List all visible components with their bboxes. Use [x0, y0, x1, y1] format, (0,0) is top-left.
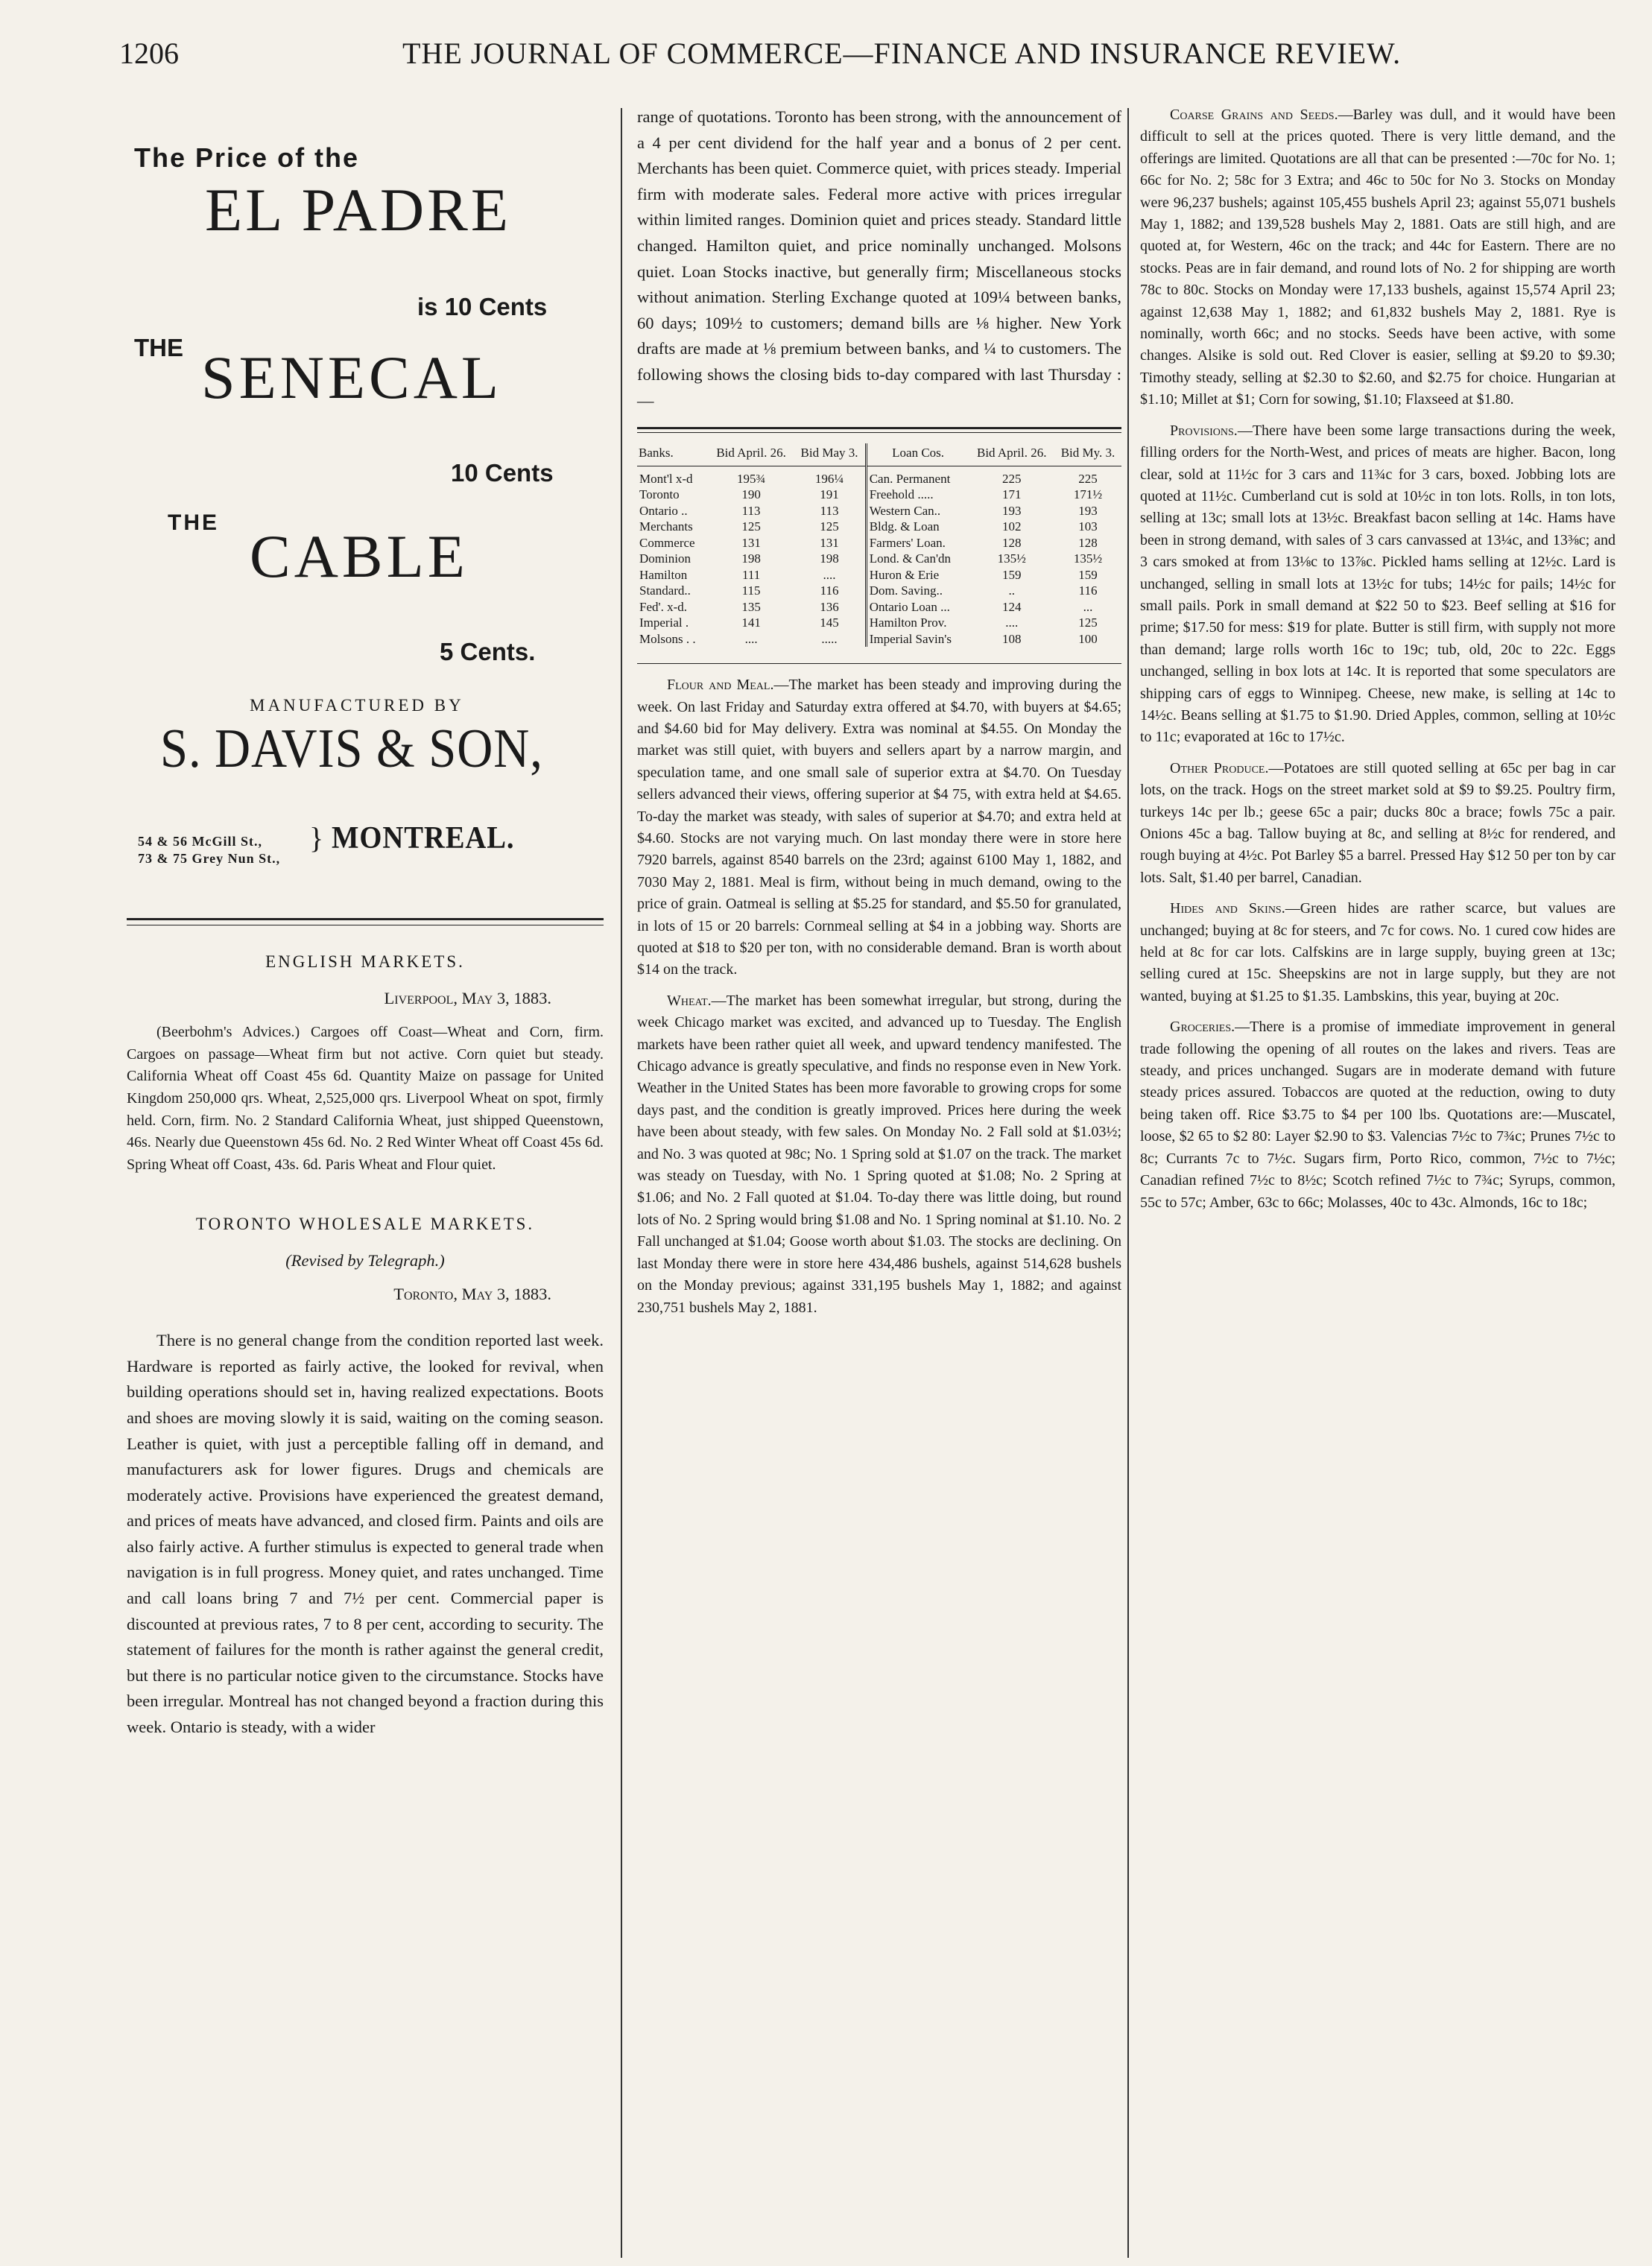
coarse-grains-lead: Coarse Grains and Seeds. — [1170, 107, 1338, 123]
col-banks: Banks. — [637, 443, 709, 466]
table-row — [637, 519, 1121, 535]
flour-meal-lead: Flour and Meal. — [667, 677, 774, 694]
table-row — [637, 487, 1121, 503]
ad-brand-el-padre: EL PADRE — [205, 176, 511, 244]
flour-meal-body: —The market has been steady and improving during the week. On last Friday and Saturday extra offered at $4.70, with buyers at $4.65; and $4.60 bid for May delivery. Extra was nominal at $4.55. On Monday the market was still quiet, with buyers and sellers apart by a narrow margin, and speculation tame, and one small sale of superior extra at $4.70. On Tuesday sellers advanced their views, offering superior at $4 75, with extra held at $4.65. To-day the market was steady, with sales of superior at $4.70; and extra held at $4.60. Stocks are not varying much. On last monday there were in store here 7920 barrels, against 8540 barrels on the 23rd; against 6100 May 1, 1882, and 7030 May 2, 1881. Meal is firm, without being in much demand, owing to the price of grain. Oatmeal is selling at $5.25 for standard, and $5.50 for granulated, in lots of 15 or 20 barrels: Cornmeal selling at $4 in a jobbing way. Shorts are quoted at $18 to $20 per ton, with no considerable demand. Bran is worth about $14 on the track. — [637, 677, 1121, 978]
english-markets-dateline: Liverpool, May 3, 1883. — [384, 988, 551, 1007]
loan-co-name: Hamilton Prov. — [869, 615, 947, 630]
table-row — [637, 631, 1121, 648]
ad-brace: } — [309, 821, 324, 855]
bank-bid-april: 111 — [741, 567, 761, 582]
column-1 — [127, 104, 604, 1741]
bank-bid-april: 195¾ — [736, 471, 766, 486]
bank-bid-may: .... — [794, 567, 866, 583]
ad-address-1: 54 & 56 McGill St., — [138, 834, 262, 849]
english-markets-body: (Beerbohm's Advices.) Cargoes off Coast—Wheat and Corn, firm. Cargoes on passage—Wheat firm but not active. Corn quiet but steady. California Wheat off Coast 45s 6d. Quantity Maize on passage for United Kingdom 250,000 qrs. Wheat, 2,525,000 qrs. Liverpool Wheat on spot, firmly held. Corn, firm. No. 2 Standard California Wheat, just shipped Queenstown, 46s. Nearly due Queenstown 45s 6d. No. 2 Red Winter Wheat off Coast 45s 6d. Spring Wheat off Coast, 43s. 6d. Paris Wheat and Flour quiet. — [127, 1024, 604, 1173]
table-row — [637, 599, 1121, 615]
bank-name: Mont'l x-d — [639, 471, 693, 486]
wheat-lead: Wheat. — [667, 992, 712, 1009]
other-produce-section — [1140, 758, 1615, 889]
loan-bid-may: 225 — [1078, 471, 1098, 486]
ad-the-senecal: THE — [134, 334, 183, 361]
bank-name: Dominion — [639, 551, 691, 566]
advertisement — [127, 104, 604, 909]
loan-bid-may: 193 — [1078, 503, 1098, 518]
column-rule-left — [621, 108, 622, 2258]
flour-meal-section — [637, 674, 1121, 981]
bank-bid-april: 135 — [741, 599, 761, 614]
loan-co-name: Ontario Loan ... — [869, 599, 950, 614]
coarse-grains-section — [1140, 104, 1615, 411]
col-bid-may-loans: Bid My. 3. — [1054, 443, 1121, 466]
loan-bid-april: 193 — [1002, 503, 1022, 518]
loan-bid-april: 225 — [1002, 471, 1022, 486]
bank-bid-may: 116 — [794, 583, 866, 599]
bank-bid-may: 145 — [794, 615, 866, 631]
groceries-lead: Groceries. — [1170, 1019, 1235, 1036]
ad-the-cable: THE — [168, 510, 219, 535]
loan-bid-may: 103 — [1078, 519, 1098, 534]
loan-bid-may: ... — [1083, 599, 1093, 614]
other-produce-body: —Potatoes are still quoted selling at 65c per bag in car lots, on the track. Hogs on the street market sold at $9 to $9.25. Poultry firm, turkeys 14c per lb.; geese 65c a pair; ducks 80c a brace; fowls 75c a pair. Onions 45c a bag. Tallow buying at 8c, and selling at 8½c for rendered, and rough buying at 4½c. Pot Barley $5 a barrel. Pressed Hay $12 50 per ton by car lots. Salt, $1.40 per barrel, Canadian. — [1140, 759, 1615, 886]
col-bid-may-banks: Bid May 3. — [794, 443, 866, 466]
ad-price-senecal: 10 Cents — [451, 459, 554, 487]
bank-bid-april: 198 — [741, 551, 761, 566]
table-row — [637, 615, 1121, 631]
coarse-grains-body: —Barley was dull, and it would have been difficult to sell at the prices quoted. There is very little demand, and the offerings are limited. Quotations are all that can be presented :—70c for No. 1; 66c for No. 2; 58c for 3 Extra; and 46c to 50c for No 3. Stocks on Monday were 96,237 bushels; against 105,455 bushels April 23; against 55,071 bushels May 1, 1882; and 139,528 bushels May 2, 1881. Oats are still high, and are quoted at, for Western, 46c on the track; and 44c for Eastern. There are no stocks. Peas are in fair demand, and round lots of No. 2 for shipping are worth 78c to 80c. Stocks on Monday were 17,133 bushels, against 15,574 April 23; against 12,638 May 1, 1882; and 61,832 bushels May 2, 1881. Rye is nominally, worth 66c; and no stocks. Seeds have been active, with some changes. Alsike is sold out. Red Clover is easier, selling at $9.20 to $9.30; Timothy steady, selling at $2.30 to $2.60, and $2.75 for choice. Hungarian at $1.10; Millet at $1; Corn for sowing, $1.10; Flaxseed at $1.80. — [1140, 107, 1615, 408]
groceries-section — [1140, 1016, 1615, 1214]
col-bid-april-banks: Bid April. 26. — [709, 443, 794, 466]
table-row — [637, 535, 1121, 551]
bank-bid-may: 125 — [794, 519, 866, 535]
wheat-section — [637, 990, 1121, 1319]
loan-co-name: Lond. & Can'dn — [869, 551, 952, 566]
toronto-markets-body: There is no general change from the condition reported last week. Hardware is reported as fairly active, the looked for revival, when building operations should set in, having realized expectations. Boots and shoes are moving slowly it is said, waiting on the coming season. Leather is quiet, with just a perceptible falling off in demand, and manufacturers ask for lower figures. Drugs and chemicals are moderately active. Provisions have experienced the greatest demand, and prices of meats have advanced, and closed firm. Paints and oils are also fairly active. A further stimulus is expected to general trade when navigation is in full progress. Money quiet, and rates unchanged. Time and call loans bring 7 and 7½ per cent. Commercial paper is discounted at previous rates, 7 to 8 per cent, according to security. The statement of failures for the month is rather against the general credit, but there is no particular notice given to the circumstance. Stocks have been irregular. Montreal has not changed beyond a fraction during this week. Ontario is steady, with a wider — [127, 1331, 604, 1737]
toronto-markets-dateline: Toronto, May 3, 1883. — [393, 1284, 551, 1303]
loan-bid-may: 100 — [1078, 631, 1098, 646]
loan-bid-may: 116 — [1078, 583, 1098, 598]
loan-co-name: Imperial Savin's — [869, 631, 952, 646]
bank-name: Merchants — [639, 519, 693, 534]
table-row — [637, 583, 1121, 599]
hides-skins-lead: Hides and Skins. — [1170, 900, 1285, 917]
loan-bid-may: 171½ — [1073, 487, 1103, 502]
other-produce-lead: Other Produce. — [1170, 759, 1269, 776]
bank-name: Standard.. — [639, 583, 691, 598]
provisions-lead: Provisions. — [1170, 422, 1238, 439]
table-rule-top-thin — [637, 432, 1121, 433]
table-row — [637, 503, 1121, 519]
ad-address-2: 73 & 75 Grey Nun St., — [138, 851, 281, 866]
bank-bid-april: 190 — [741, 487, 761, 502]
toronto-markets-heading: TORONTO WHOLESALE MARKETS. — [195, 1215, 535, 1234]
bank-name: Fed'. x-d. — [639, 599, 687, 614]
bank-bid-may: 113 — [794, 503, 866, 519]
loan-co-name: Dom. Saving.. — [869, 583, 943, 598]
page-number: 1206 — [119, 37, 179, 70]
ad-maker: S. DAVIS & SON, — [160, 718, 543, 779]
bank-bid-may: ..... — [794, 631, 866, 648]
loan-bid-april: 102 — [1002, 519, 1022, 534]
loan-co-name: Western Can.. — [869, 503, 941, 518]
ad-manufactured-by: MANUFACTURED BY — [250, 696, 464, 715]
provisions-section — [1140, 420, 1615, 749]
toronto-markets-subheading: (Revised by Telegraph.) — [285, 1250, 445, 1270]
loan-bid-may: 135½ — [1073, 551, 1103, 566]
hides-skins-body: —Green hides are rather scarce, but values are unchanged; buying at 8c for steers, and 7c for cows. No. 1 cured cow hides are held at 8c for car lots. Calfskins are in large supply, buying green at 13c; selling cured at 15c. Sheepskins are not in large supply, but they are not wanted, buying at $1.25 to $1.35. Lambskins, this year, buying at 20c. — [1140, 900, 1615, 1004]
loan-co-name: Huron & Erie — [869, 567, 940, 582]
wheat-body: —The market has been somewhat irregular, but strong, during the week Chicago market was excited, and advanced up to Tuesday. The English markets have been rather quiet all week, and upward tendency manifested. The Chicago advance is greatly speculative, and finds no response even in New York. Weather in the United States has been more favorable to growing crops for some days past, and the condition is greatly improved. Prices here during the week have been about steady, with few sales. On Monday No. 2 Fall sold at $1.03½; and No. 3 was quoted at 98c; No. 1 Spring sold at $1.07 on the track. The market was steady on Tuesday, with No. 1 Spring quoted at $1.08; No. 2 Spring at $1.06; and No. 2 Fall quoted at $1.04. To-day there was little doing, but round lots of No. 2 Spring would bring $1.08 and No. 1 Spring nominal at $1.10. No. 2 Fall unchanged at $1.04; Goose worth about $1.03. The stocks are declining. On last Monday there were in store here 434,486 bushels, against 514,628 bushels on the Monday previous; against 331,195 bushels May 1, 1882; and against 230,751 bushels May 2, 1881. — [637, 992, 1121, 1316]
table-rule-top — [637, 427, 1121, 429]
loan-bid-april: .. — [1008, 583, 1016, 598]
column-2 — [637, 104, 1121, 1319]
loan-bid-april: .... — [1005, 615, 1019, 630]
bank-bid-april: 113 — [741, 503, 761, 518]
table-header-row — [637, 443, 1121, 466]
page-header — [119, 36, 1580, 80]
bank-bid-may: 191 — [794, 487, 866, 503]
loan-co-name: Can. Permanent — [869, 471, 951, 486]
ad-brand-senecal: SENECAL — [201, 344, 502, 411]
loan-bid-april: 108 — [1002, 631, 1022, 646]
loan-bid-april: 171 — [1002, 487, 1022, 502]
bank-name: Commerce — [639, 535, 695, 550]
bank-bid-april: .... — [744, 631, 758, 646]
bank-bid-may: 136 — [794, 599, 866, 615]
ad-price-cable: 5 Cents. — [440, 638, 536, 665]
bank-bid-may: 131 — [794, 535, 866, 551]
ad-city: MONTREAL. — [332, 821, 515, 855]
column-rule-right — [1127, 108, 1129, 2258]
bank-bid-april: 125 — [741, 519, 761, 534]
loan-bid-may: 159 — [1078, 567, 1098, 582]
col-bid-april-loans: Bid April. 26. — [969, 443, 1055, 466]
loan-bid-april: 128 — [1002, 535, 1022, 550]
table-row — [637, 466, 1121, 487]
loan-bid-april: 124 — [1002, 599, 1022, 614]
table-row — [637, 567, 1121, 583]
bank-bid-april: 115 — [741, 583, 761, 598]
loan-bid-may: 125 — [1078, 615, 1098, 630]
bank-bid-may: 198 — [794, 551, 866, 567]
loan-bid-april: 135½ — [997, 551, 1026, 566]
bank-name: Hamilton — [639, 567, 688, 582]
journal-title: THE JOURNAL OF COMMERCE—FINANCE AND INSURANCE REVIEW. — [402, 37, 1402, 70]
table-rule-bottom — [637, 663, 1121, 664]
table-row — [637, 551, 1121, 567]
bank-name: Toronto — [639, 487, 680, 502]
english-markets-heading: ENGLISH MARKETS. — [265, 952, 465, 971]
bank-bid-april: 131 — [741, 535, 761, 550]
loan-co-name: Farmers' Loan. — [869, 535, 946, 550]
loan-bid-may: 128 — [1078, 535, 1098, 550]
closing-bids-table — [637, 443, 1121, 647]
bank-bid-april: 141 — [741, 615, 761, 630]
ad-brand-cable: CABLE — [250, 522, 469, 590]
toronto-markets-continued: range of quotations. Toronto has been strong, with the announcement of a 4 per cent dividend for the half year and a bonus of 2 per cent. Merchants has been quiet. Commerce quiet, with prices steady. Imperial firm with moderate sales. Federal more active with prices irregular within limited ranges. Dominion quiet and prices steady. Standard little changed. Hamilton quiet, and price nominally unchanged. Molsons quiet. Loan Stocks inactive, but generally firm; Miscellaneous stocks without animation. Sterling Exchange quoted at 109¼ between banks, 60 days; 109½ to customers; demand bills are ⅛ higher. New York drafts are made at ⅛ premium between banks, and ¼ to customers. The following shows the closing bids to-day compared with last Thursday :— — [637, 107, 1121, 410]
bank-name: Imperial . — [639, 615, 689, 630]
bank-name: Ontario .. — [639, 503, 688, 518]
bank-bid-may: 196¼ — [794, 466, 866, 487]
loan-co-name: Bldg. & Loan — [869, 519, 940, 534]
bank-name: Molsons . . — [639, 631, 696, 646]
loan-bid-april: 159 — [1002, 567, 1022, 582]
column-3 — [1140, 104, 1615, 1214]
groceries-body: —There is a promise of immediate improvement in general trade following the opening of all routes on the lakes and rivers. Teas are steady, and prices unchanged. Sugars are in moderate demand with future steady prices assured. Tobaccos are quoted at the reduction, owing to duty being taken off. Rice $3.75 to $4 per 100 lbs. Quotations are:—Muscatel, loose, $2 65 to $2 80: Layer $2.90 to $3. Valencias 7½c to 7¾c; Prunes 7½c to 8c; Currants 7c to 7½c. Sugars firm, Porto Rico, common, 7½c to 7½c; Canadian refined 7½c to 8½c; Scotch refined 7½c to 7¾c; Syrups, common, 55c to 57c; Amber, 63c to 66c; Molasses, 40c to 43c. Almonds, 16c to 18c; — [1140, 1019, 1615, 1211]
hides-skins-section — [1140, 898, 1615, 1007]
ad-intro: The Price of the — [134, 142, 360, 173]
ad-price-el-padre: is 10 Cents — [417, 293, 548, 320]
provisions-body: —There have been some large transactions during the week, filling orders for the North-West, and prices of meats are higher. Bacon, long clear, sold at 11½c for 3 cars and 11¾c for 3 cars, boxed. Jobbing lots are quoted at 11½c. Cumberland cut is sold at 10½c in ton lots. Rolls, in ton lots, selling at 13c; small lots at 13½c. Breakfast bacon selling at 14c. Hams have been in strong demand, with sales of 3 cars canvassed at 13¼c, and 13⅜c; and 3 cars smoked at from 13⅛c to 13⅞c. Pickled hams selling at 12½c. Lard is unchanged, selling in small lots at 13½c for tubs; 14½c for pails; 14½c for small pails. Pork in small demand at $22 50 to $23. Beef selling at $16 for prime; $17.50 for mess: $19 for plate. Butter is still firm, with supply not more than demand; large rolls worth 16c to 19c; tub, old, 20c to 22c. Eggs unchanged, selling in box lots at 14c. It is reported that some speculators are shipping cars of eggs to Winnipeg. Cheese, new make, is selling at 14c to 14½c. Beans selling at $1.75 to $1.90. Dried Apples, common, selling at 10½c to 11c; evaporated at 16c to 17½c. — [1140, 422, 1615, 746]
col-loan-cos: Loan Cos. — [866, 443, 969, 466]
loan-co-name: Freehold ..... — [869, 487, 934, 502]
ad-rule — [127, 918, 604, 920]
